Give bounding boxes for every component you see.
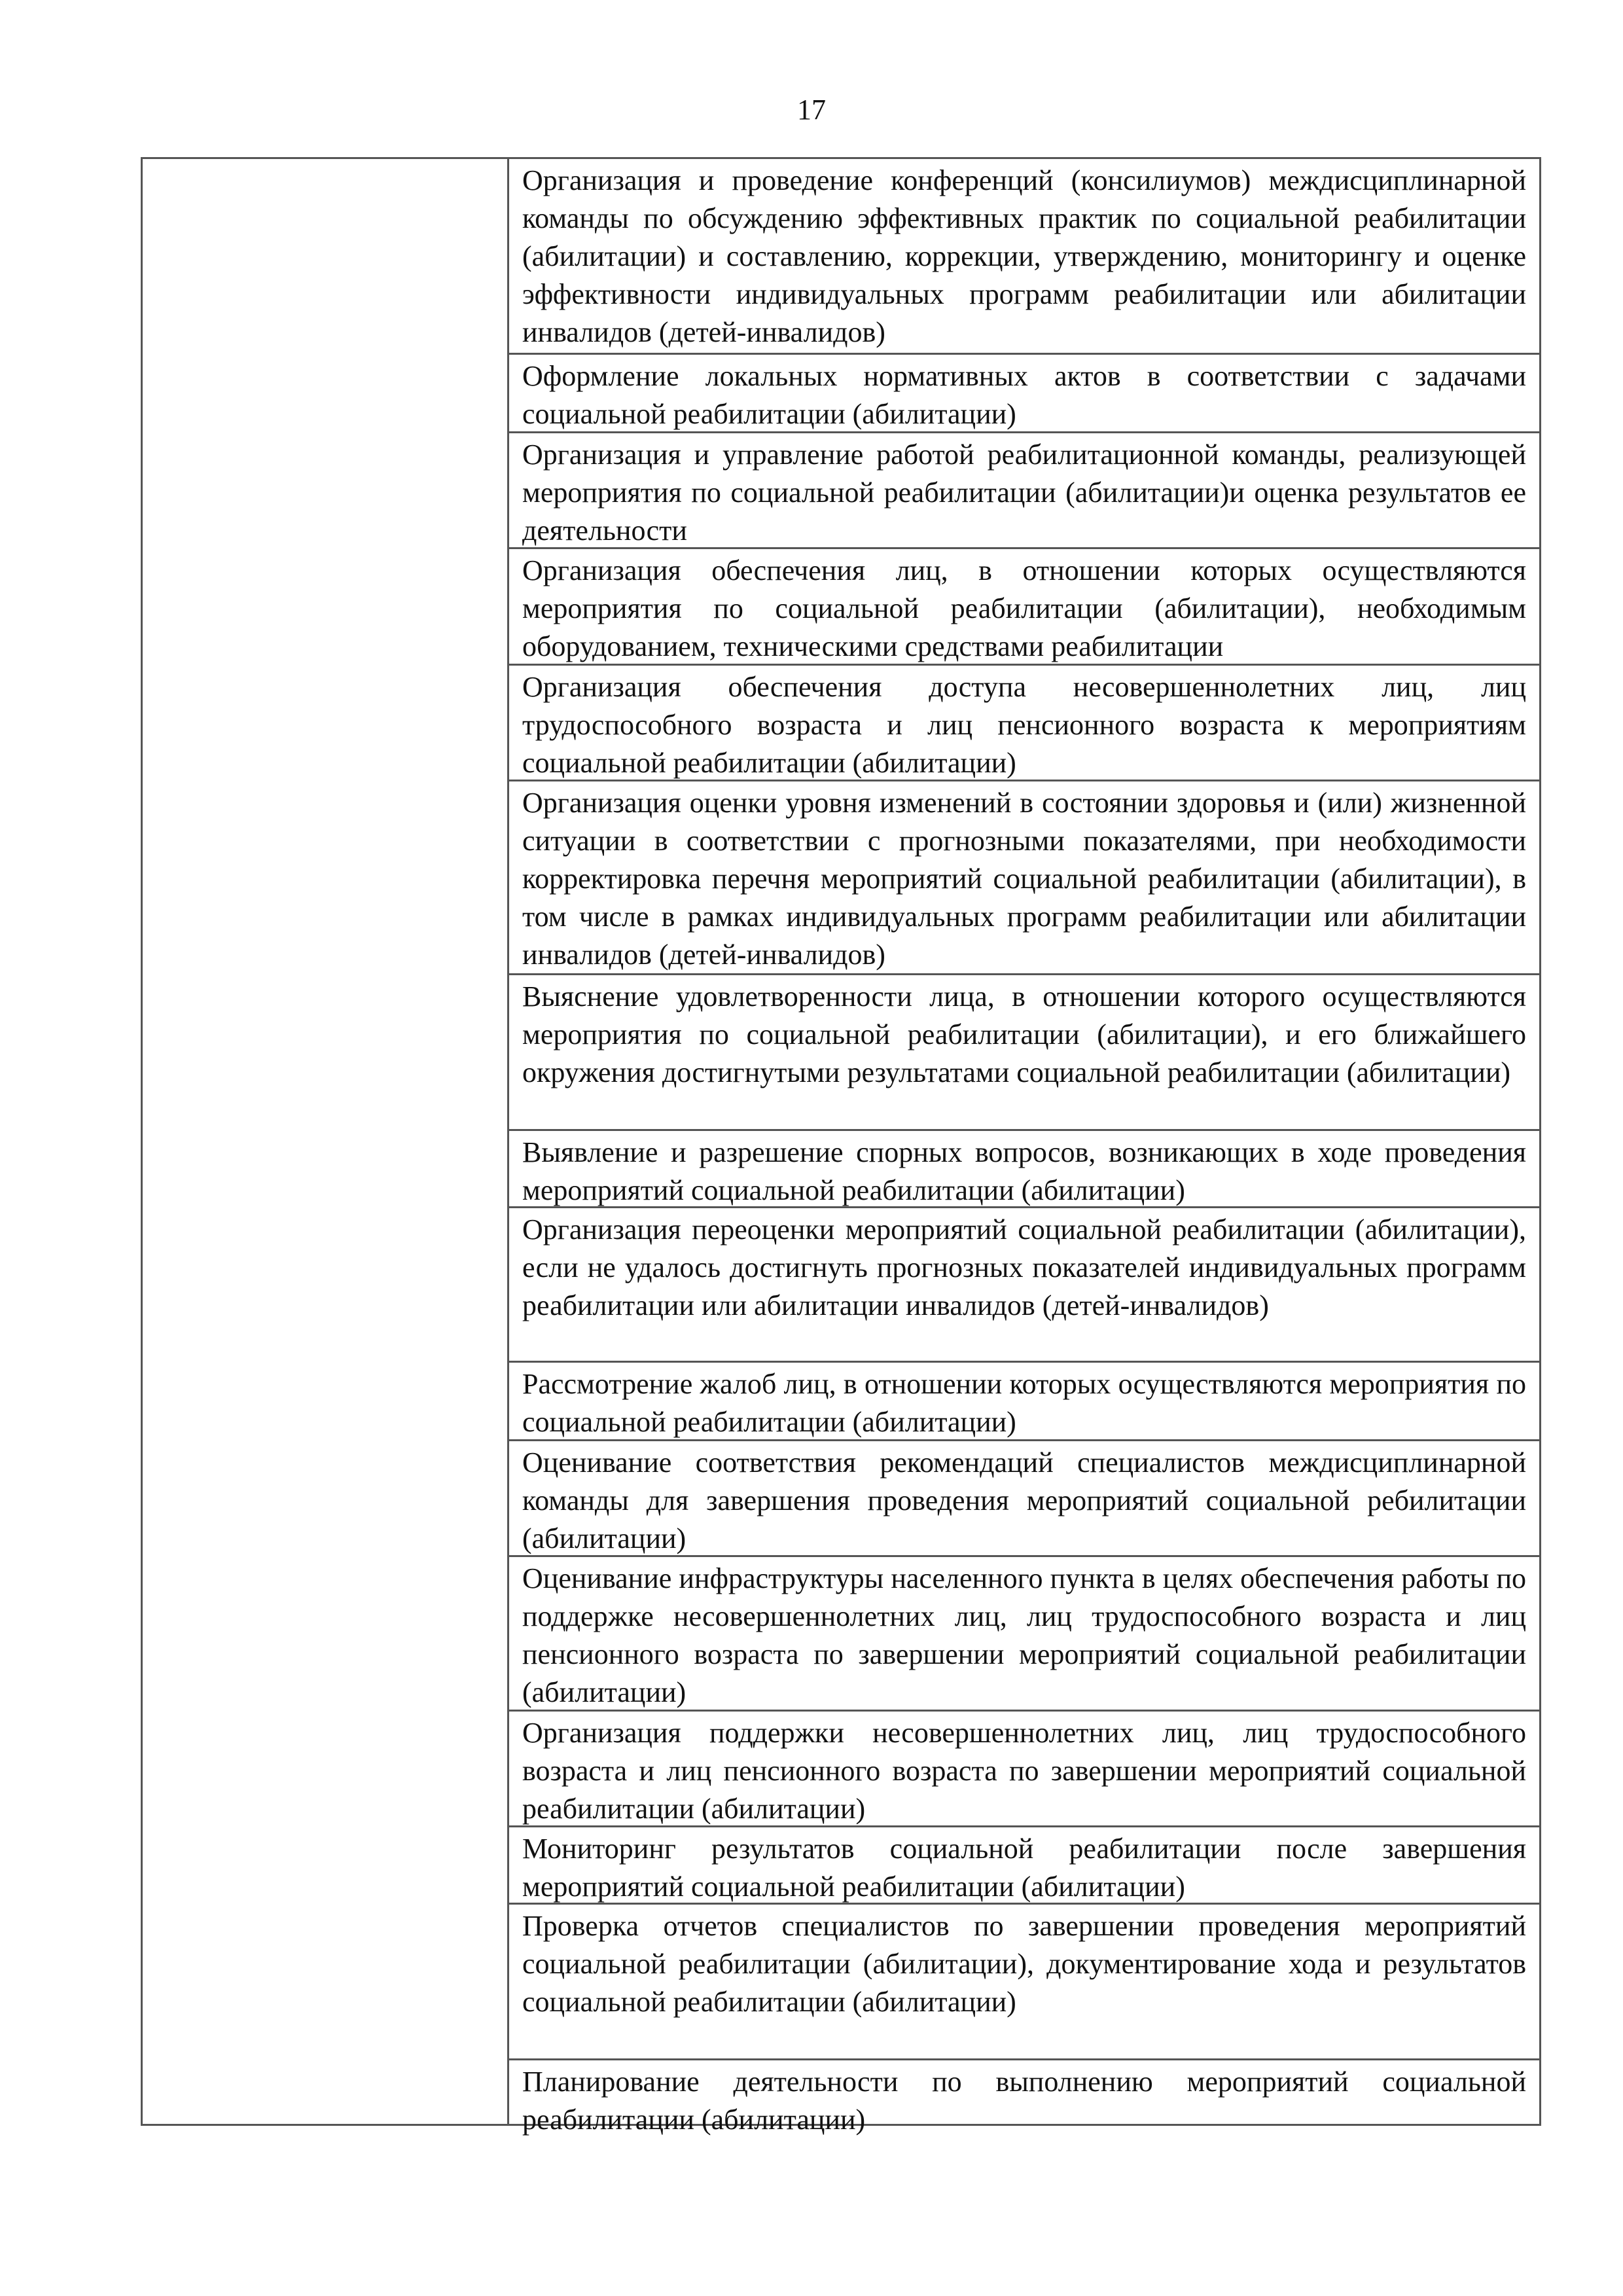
- table-row: Оценивание инфраструктуры населенного пункта в целях обеспечения работы по поддержке несовершеннолетних лиц, лиц трудоспособного возраста и лиц пенсионного возраста по завершении мероприятий социальной реабилитации (абилитации): [509, 1557, 1539, 1712]
- table-row: Организация поддержки несовершеннолетних лиц, лиц трудоспособного возраста и лиц пенсионного возраста по завершении мероприятий социальной реабилитации (абилитации): [509, 1712, 1539, 1827]
- table-row: Выяснение удовлетворенности лица, в отношении которого осуществляются мероприятия по социальной реабилитации (абилитации), и его ближайшего окружения достигнутыми результатами социальной реабилитации (абилитации): [509, 975, 1539, 1131]
- table-row: Планирование деятельности по выполнению мероприятий социальной реабилитации (абилитации): [522, 2066, 1526, 2136]
- table-row: Организация оценки уровня изменений в состоянии здоровья и (или) жизненной ситуации в соответствии с прогнозными показателями, при необходимости корректировка перечня мероприятий социальной реабилитации (абилитации), в том числе в рамках индивидуальных программ реабилитации или абилитации инвалидов (детей-инвалидов): [509, 781, 1539, 975]
- page-number: 17: [797, 94, 826, 126]
- table-row: Мониторинг результатов социальной реабилитации после завершения мероприятий социальной реабилитации (абилитации): [509, 1827, 1539, 1905]
- activities-table: [141, 157, 1541, 2136]
- table-row: Организация и управление работой реабилитационной команды, реализующей мероприятия по социальной реабилитации (абилитации)и оценка результатов ее деятельности: [509, 433, 1539, 549]
- table-row: Организация обеспечения доступа несовершеннолетних лиц, лиц трудоспособного возраста и лиц пенсионного возраста к мероприятиям социальной реабилитации (абилитации): [509, 666, 1539, 781]
- table-row: Организация и проведение конференций (консилиумов) междисциплинарной команды по обсуждению эффективных практик по социальной реабилитации (абилитации) и составлению, коррекции, утверждению, мониторингу и оценке эффективности индивидуальных программ реабилитации или абилитации инвалидов (детей-инвалидов): [509, 159, 1539, 355]
- table-row: Оформление локальных нормативных актов в соответствии с задачами социальной реабилитации (абилитации): [509, 355, 1539, 433]
- table-row: Выявление и разрешение спорных вопросов, возникающих в ходе проведения мероприятий социальной реабилитации (абилитации): [509, 1131, 1539, 1208]
- empty-left-column: [143, 159, 509, 2124]
- table-row: Проверка отчетов специалистов по завершении проведения мероприятий социальной реабилитации (абилитации), документирование хода и результатов социальной реабилитации (абилитации): [509, 1905, 1539, 2060]
- table-row: Рассмотрение жалоб лиц, в отношении которых осуществляются мероприятия по социальной реабилитации (абилитации): [509, 1363, 1539, 1441]
- activities-column: [509, 159, 1539, 2136]
- table-row: Оценивание соответствия рекомендаций специалистов междисциплинарной команды для завершения проведения мероприятий социальной ребилитации (абилитации): [509, 1441, 1539, 1557]
- table-row: Организация переоценки мероприятий социальной реабилитации (абилитации), если не удалось достигнуть прогнозных показателей индивидуальных программ реабилитации или абилитации инвалидов (детей-инвалидов): [509, 1208, 1539, 1363]
- table-row: Организация обеспечения лиц, в отношении которых осуществляются мероприятия по социальной реабилитации (абилитации), необходимым оборудованием, техническими средствами реабилитации: [509, 549, 1539, 666]
